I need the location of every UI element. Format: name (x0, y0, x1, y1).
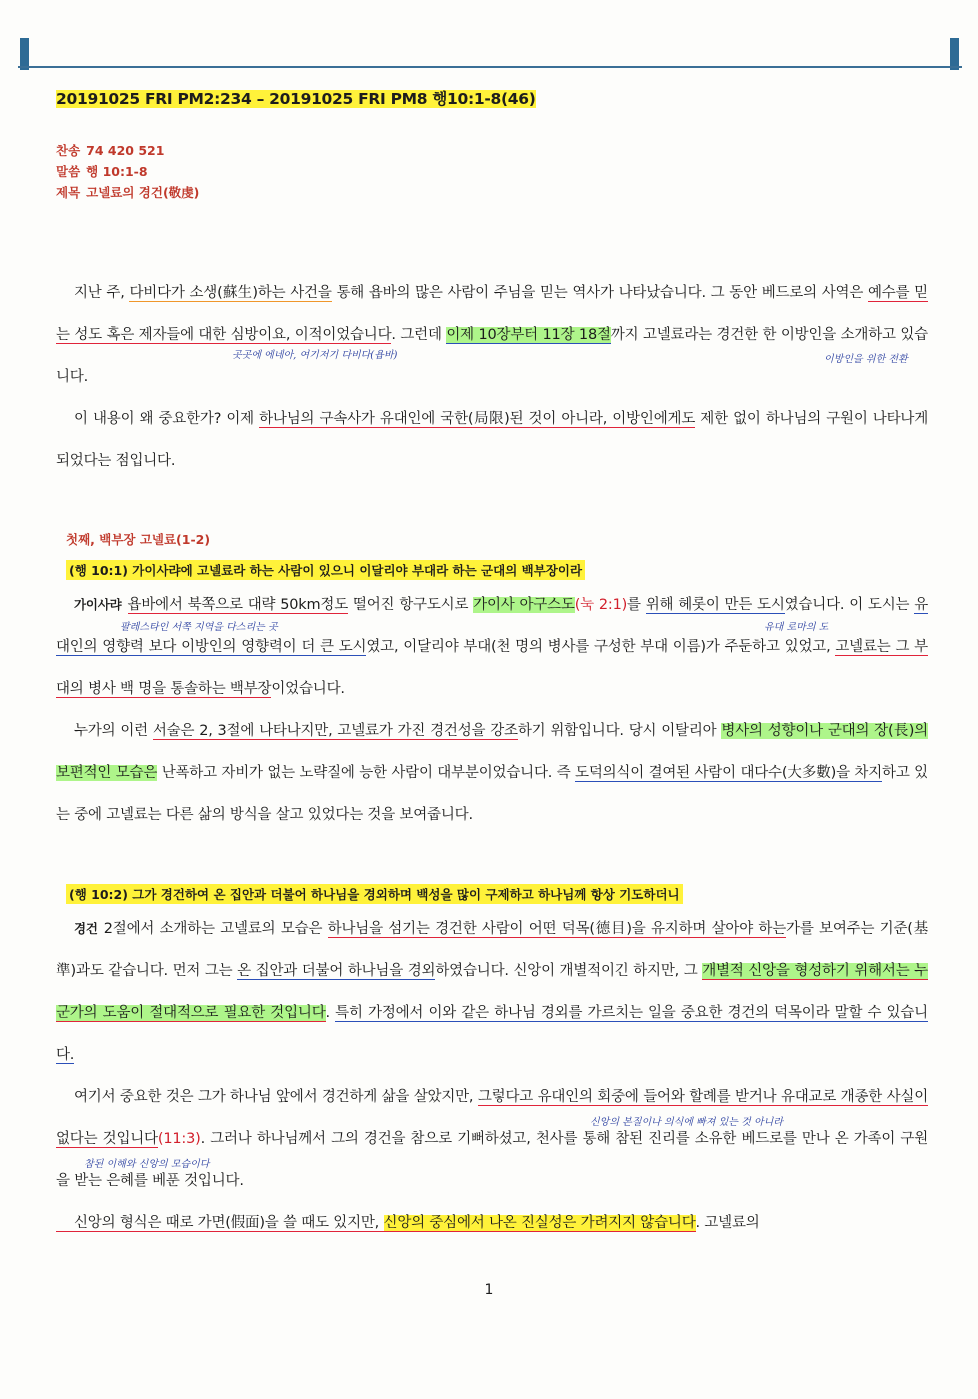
title-line: 제목 고넬료의 경건(敬虔) (56, 185, 200, 200)
handwritten-note-3: 팔레스타인 서쪽 지역을 다스리는 곳 (120, 622, 278, 633)
handwritten-note-1: 곳곳에 에네아, 여기저기 다비다(욥바) (232, 350, 398, 361)
scripture-line: 말씀 행 10:1-8 (56, 164, 148, 179)
verse-10-2: (행 10:2) 그가 경건하여 온 집안과 더불어 하나님을 경외하며 백성을 많이 구제하고 하나님께 항상 기도하더니 (66, 884, 683, 904)
header-rule (18, 66, 962, 68)
hymn-line: 찬송 74 420 521 (56, 143, 165, 158)
verse-10-1: (행 10:1) 가이사랴에 고넬료라 하는 사람이 있으니 이달리야 부대라 하는 군대의 백부장이라 (66, 560, 585, 580)
intro-paragraph-1: 지난 주, 다비다가 소생(蘇生)하는 사건을 통해 욥바의 많은 사람이 주님을 믿는 역사가 나타났습니다. 그 동안 베드로의 사역은 예수를 믿는 성도 혹은 제자들에 대한 심방이요, 이적이었습니다. 그런데 이제 10장부터 11장 18절까지 고넬료라는 경건한 한 이방인을 소개하고 있습니다. (56, 285, 928, 385)
handwritten-note-6: 참된 이해와 신앙의 모습이다 (84, 1159, 210, 1170)
document-header (56, 87, 536, 109)
paragraph-circumcision: 여기서 중요한 것은 그가 하나님 앞에서 경건하게 삶을 살았지만, 그렇다고 유대인의 회중에 들어와 할례를 받거나 유대교로 개종한 사실이 없다는 것입니다(11:3). 그러나 하나님께서 그의 경건을 참으로 기뻐하셨고, 천사를 통해 참된 진리를 소유한 베드로를 만나 온 가족이 구원을 받는 은혜를 베푼 것입니다. (56, 1089, 929, 1189)
paragraph-luke: 누가의 이런 서술은 2, 3절에 나타나지만, 고넬료가 가진 경건성을 강조하기 위함입니다. 당시 이탈리아 병사의 성향이나 군대의 장(長)의 보편적인 모습은 난폭하고 자비가 없는 노략질에 능한 사람이 대부분이었습니다. 즉 도덕의식이 결여된 사람이 대다수(大多數)을 차지하고 있는 중에 고넬료는 다른 삶의 방식을 살고 있었다는 것을 보여줍니다. (56, 723, 928, 823)
header-title: 20191025 FRI PM2:234 – 20191025 FRI PM8 행10:1-8(46) (56, 90, 536, 108)
handwritten-note-2: 이방인을 위한 전환 (824, 354, 908, 365)
sermon-meta (56, 140, 199, 203)
handwritten-note-5: 신앙의 본질이나 의식에 빠져 있는 것 아니라 (590, 1117, 783, 1128)
section-title-1: 첫째, 백부장 고넬료(1-2) (66, 532, 211, 547)
handwritten-note-4: 유대 로마의 도 (764, 622, 829, 633)
paragraph-caesarea: 가이사랴 욥바에서 북쪽으로 대략 50km정도 떨어진 항구도시로 가이사 아구스도(눅 2:1)를 위해 헤롯이 만든 도시였습니다. 이 도시는 유대인의 영향력 보다 이방인의 영향력이 더 큰 도시였고, 이달리야 부대(천 명의 병사를 구성한 부대 이름)가 주둔하고 있었고, 고넬료는 그 부대의 병사 백 명을 통솔하는 백부장이었습니다. (56, 597, 929, 697)
intro-paragraph-2: 이 내용이 왜 중요한가? 이제 하나님의 구속사가 유대인에 국한(局限)된 것이 아니라, 이방인에게도 제한 없이 하나님의 구원이 나타나게 되었다는 점입니다. (56, 411, 929, 469)
page-number: 1 (484, 1282, 494, 1298)
paragraph-piety: 경건 2절에서 소개하는 고넬료의 모습은 하나님을 섬기는 경건한 사람이 어떤 덕목(德目)을 유지하며 살아야 하는가를 보여주는 기준(基準)과도 같습니다. 먼저 그는 온 집안과 더불어 하나님을 경외하였습니다. 신앙이 개별적이긴 하지만, 그 개별적 신앙을 형성하기 위해서는 누군가의 도움이 절대적으로 필요한 것입니다. 특히 가정에서 이와 같은 하나님 경외를 가르치는 일을 중요한 경건의 덕목이라 말할 수 있습니다. (56, 921, 929, 1063)
paragraph-sincerity: 신앙의 형식은 때로 가면(假面)을 쓸 때도 있지만, 신앙의 중심에서 나온 진실성은 가려지지 않습니다. 고넬료의 (56, 1202, 928, 1244)
